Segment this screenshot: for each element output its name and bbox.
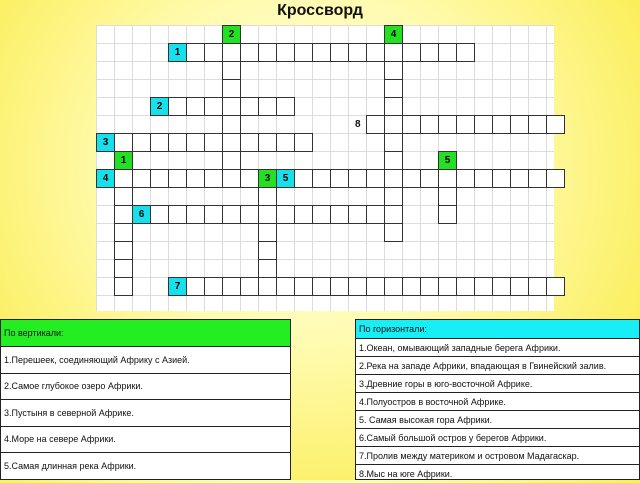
horizontal-clues-header: По горизонтали:: [356, 320, 639, 339]
crossword-cell[interactable]: [384, 169, 403, 188]
crossword-cell[interactable]: [528, 169, 547, 188]
crossword-cell[interactable]: [456, 169, 475, 188]
crossword-cell[interactable]: [456, 277, 475, 296]
crossword-cell[interactable]: [258, 187, 277, 206]
crossword-cell[interactable]: [402, 277, 421, 296]
crossword-cell[interactable]: [132, 169, 151, 188]
crossword-cell[interactable]: [276, 97, 295, 116]
crossword-cell[interactable]: [258, 277, 277, 296]
crossword-cell[interactable]: [384, 187, 403, 206]
crossword-cell[interactable]: [186, 43, 205, 62]
crossword-cell[interactable]: [348, 43, 367, 62]
crossword-cell[interactable]: [240, 205, 259, 224]
vertical-clues-header: По вертикали:: [1, 320, 290, 347]
crossword-cell[interactable]: [114, 259, 133, 278]
crossword-cell[interactable]: [186, 169, 205, 188]
crossword-cell[interactable]: [96, 169, 115, 188]
crossword-cell[interactable]: [402, 169, 421, 188]
vertical-clue: 5.Самая длинная река Африки.: [4, 461, 137, 472]
clue-number: 6: [138, 209, 145, 220]
clue-number: 1: [174, 47, 181, 58]
crossword-cell[interactable]: [420, 43, 439, 62]
crossword-cell[interactable]: [420, 169, 439, 188]
crossword-cell[interactable]: [222, 61, 241, 80]
crossword-cell[interactable]: [96, 133, 115, 152]
clue-number: 3: [102, 137, 109, 148]
crossword-cell[interactable]: [132, 205, 151, 224]
horizontal-clue: 6.Самый большой остров у берегов Африки.: [356, 429, 639, 447]
crossword-cell[interactable]: [114, 241, 133, 260]
crossword-cell[interactable]: [366, 43, 385, 62]
crossword-cell[interactable]: [276, 169, 295, 188]
crossword-cell[interactable]: [222, 25, 241, 44]
crossword-cell[interactable]: [366, 169, 385, 188]
crossword-cell[interactable]: [222, 205, 241, 224]
crossword-cell[interactable]: [312, 169, 331, 188]
crossword-cell[interactable]: [222, 43, 241, 62]
crossword-cell[interactable]: [384, 25, 403, 44]
crossword-cell[interactable]: [258, 205, 277, 224]
crossword-cell[interactable]: [348, 205, 367, 224]
crossword-cell[interactable]: [384, 43, 403, 62]
horizontal-clue: 7.Пролив между материком и островом Мадагаскар.: [356, 447, 639, 465]
crossword-cell[interactable]: [294, 43, 313, 62]
crossword-cell[interactable]: [114, 169, 133, 188]
crossword-cell[interactable]: [168, 205, 187, 224]
crossword-cell[interactable]: [384, 205, 403, 224]
crossword-cell[interactable]: [546, 115, 565, 134]
crossword-cell[interactable]: [546, 169, 565, 188]
vertical-clues-panel: [0, 319, 291, 480]
clue-number: 5: [282, 173, 289, 184]
horizontal-clue: 3.Древние горы в юго-восточной Африке.: [356, 375, 639, 393]
crossword-cell[interactable]: [438, 169, 457, 188]
crossword-cell[interactable]: [168, 97, 187, 116]
crossword-cell[interactable]: [294, 169, 313, 188]
crossword-cell[interactable]: [114, 187, 133, 206]
horizontal-clue: 4.Полуостров в восточной Африке.: [356, 393, 639, 411]
crossword-cell[interactable]: [258, 223, 277, 242]
crossword-cell[interactable]: [546, 277, 565, 296]
crossword-cell[interactable]: [204, 133, 223, 152]
crossword-cell[interactable]: [240, 169, 259, 188]
crossword-cell[interactable]: [240, 277, 259, 296]
clue-number: 5: [444, 155, 451, 166]
crossword-cell[interactable]: [276, 133, 295, 152]
vertical-clue: 4.Море на севере Африки.: [1, 427, 290, 454]
clue-number: 7: [174, 281, 181, 292]
crossword-cell[interactable]: [474, 277, 493, 296]
crossword-cell[interactable]: [204, 169, 223, 188]
crossword-cell[interactable]: [168, 43, 187, 62]
crossword-cell[interactable]: [438, 187, 457, 206]
crossword-cell[interactable]: [438, 205, 457, 224]
crossword-cell[interactable]: [114, 223, 133, 242]
crossword-cell[interactable]: [222, 151, 241, 170]
crossword-cell[interactable]: [438, 115, 457, 134]
crossword-cell[interactable]: [330, 43, 349, 62]
crossword-cell[interactable]: [114, 277, 133, 296]
clue-number: 3: [264, 173, 271, 184]
crossword-cell[interactable]: [510, 277, 529, 296]
clue-number: 2: [228, 29, 235, 40]
crossword-cell[interactable]: [150, 133, 169, 152]
crossword-cell[interactable]: [186, 205, 205, 224]
crossword-cell[interactable]: [204, 43, 223, 62]
crossword-cell[interactable]: [276, 277, 295, 296]
crossword-cell[interactable]: [204, 97, 223, 116]
crossword-cell[interactable]: [186, 133, 205, 152]
crossword-cell[interactable]: [384, 79, 403, 98]
horizontal-clues-panel: [355, 319, 640, 480]
crossword-cell[interactable]: [348, 169, 367, 188]
crossword-cell[interactable]: [330, 169, 349, 188]
crossword-cell[interactable]: [186, 97, 205, 116]
crossword-cell[interactable]: [204, 205, 223, 224]
vertical-clue: 3.Пустыня в северной Африке.: [1, 400, 290, 427]
crossword-cell[interactable]: [186, 277, 205, 296]
crossword-cell[interactable]: [384, 61, 403, 80]
crossword-cell[interactable]: [240, 133, 259, 152]
crossword-cell[interactable]: [276, 205, 295, 224]
crossword-cell[interactable]: [150, 205, 169, 224]
horizontal-clue: 2.Река на западе Африки, впадающая в Гвинейский залив.: [356, 357, 639, 375]
crossword-cell[interactable]: [222, 133, 241, 152]
crossword-cell[interactable]: [222, 169, 241, 188]
crossword-cell[interactable]: [240, 97, 259, 116]
crossword-cell[interactable]: [258, 241, 277, 260]
crossword-cell[interactable]: [474, 169, 493, 188]
crossword-cell[interactable]: [258, 259, 277, 278]
clue-number: 4: [102, 173, 109, 184]
crossword-cell[interactable]: [168, 277, 187, 296]
crossword-cell[interactable]: [150, 169, 169, 188]
horizontal-clue: 5. Самая высокая гора Африки.: [356, 411, 639, 429]
clue-number: 8: [355, 119, 361, 130]
crossword-cell[interactable]: [384, 97, 403, 116]
crossword-cell[interactable]: [294, 205, 313, 224]
crossword-cell[interactable]: [510, 169, 529, 188]
clue-number: 2: [156, 101, 163, 112]
crossword-cell[interactable]: [510, 115, 529, 134]
crossword-cell[interactable]: [294, 277, 313, 296]
crossword-cell[interactable]: [438, 277, 457, 296]
crossword-cell[interactable]: [222, 115, 241, 134]
crossword-cell[interactable]: [312, 205, 331, 224]
crossword-cell[interactable]: [384, 277, 403, 296]
crossword-cell[interactable]: [528, 277, 547, 296]
crossword-cell[interactable]: [366, 205, 385, 224]
crossword-cell[interactable]: [132, 133, 151, 152]
crossword-cell[interactable]: [258, 43, 277, 62]
crossword-cell[interactable]: [420, 115, 439, 134]
crossword-cell[interactable]: [168, 169, 187, 188]
crossword-cell[interactable]: [294, 133, 313, 152]
crossword-cell[interactable]: [348, 277, 367, 296]
crossword-cell[interactable]: [456, 115, 475, 134]
crossword-cell[interactable]: [384, 223, 403, 242]
horizontal-clue: 1.Океан, омывающий западные берега Африки.: [356, 339, 639, 357]
crossword-cell[interactable]: [420, 277, 439, 296]
crossword-cell[interactable]: [258, 169, 277, 188]
crossword-cell[interactable]: [114, 151, 133, 170]
clue-number: 4: [390, 29, 397, 40]
crossword-cell[interactable]: [114, 133, 133, 152]
crossword-cell[interactable]: [222, 277, 241, 296]
crossword-cell[interactable]: [402, 115, 421, 134]
crossword-cell[interactable]: [222, 97, 241, 116]
crossword-cell[interactable]: [276, 43, 295, 62]
crossword-cell[interactable]: [384, 151, 403, 170]
vertical-clue: 1.Перешеек, соединяющий Африку с Азией.: [1, 347, 290, 374]
crossword-cell[interactable]: [384, 133, 403, 152]
crossword-cell[interactable]: [528, 115, 547, 134]
crossword-cell[interactable]: [492, 169, 511, 188]
crossword-cell[interactable]: [330, 277, 349, 296]
horizontal-clue: 8.Мыс на юге Африки.: [359, 469, 453, 479]
clue-number: 1: [120, 155, 127, 166]
crossword-cell[interactable]: [240, 43, 259, 62]
crossword-cell[interactable]: [456, 43, 475, 62]
crossword-cell[interactable]: [312, 43, 331, 62]
crossword-cell[interactable]: [366, 277, 385, 296]
crossword-cell[interactable]: [114, 205, 133, 224]
crossword-cell[interactable]: [168, 133, 187, 152]
crossword-cell[interactable]: [258, 97, 277, 116]
crossword-cell[interactable]: [366, 115, 385, 134]
page-title: Кроссворд: [277, 2, 363, 19]
vertical-clue: 2.Самое глубокое озеро Африки.: [1, 374, 290, 401]
crossword-cell[interactable]: [438, 43, 457, 62]
crossword-grid: [96, 25, 554, 311]
crossword-cell[interactable]: [150, 97, 169, 116]
crossword-cell[interactable]: [312, 277, 331, 296]
crossword-cell[interactable]: [384, 115, 403, 134]
crossword-cell[interactable]: [330, 205, 349, 224]
crossword-cell[interactable]: [222, 79, 241, 98]
crossword-cell[interactable]: [402, 43, 421, 62]
crossword-cell[interactable]: [492, 277, 511, 296]
crossword-cell[interactable]: [438, 151, 457, 170]
crossword-cell[interactable]: [258, 133, 277, 152]
crossword-cell[interactable]: [204, 277, 223, 296]
crossword-cell[interactable]: [474, 115, 493, 134]
crossword-cell[interactable]: [492, 115, 511, 134]
